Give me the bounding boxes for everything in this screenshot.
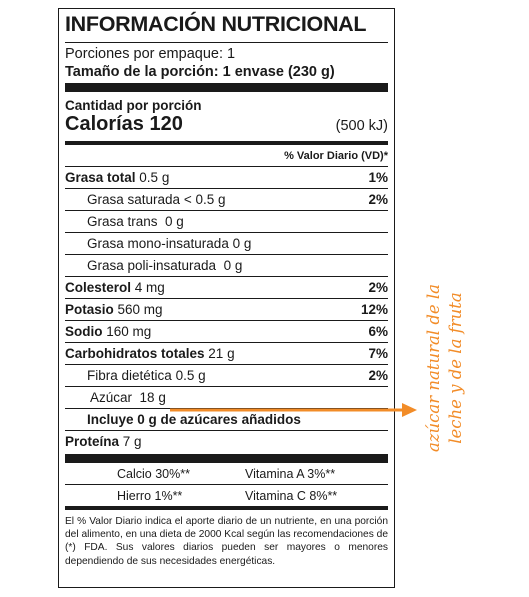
vitamin-right: Vitamina A 3%** <box>245 466 336 481</box>
nutrient-name: Grasa saturada <box>87 192 181 207</box>
sugar-annotation <box>410 268 480 468</box>
nutrient-amount: 18 g <box>139 390 166 405</box>
nutrient-row-fiber <box>65 364 388 386</box>
label-title: INFORMACIÓN NUTRICIONAL <box>65 12 367 36</box>
annotation-line: leche y de la fruta <box>446 292 465 444</box>
nutrition-label <box>58 8 395 588</box>
nutrient-amount: 560 mg <box>117 302 163 317</box>
nutrient-name: Grasa trans <box>87 214 158 229</box>
nutrient-amount: 21 g <box>208 346 235 361</box>
vitamin-row <box>65 463 388 484</box>
nutrient-amount: 0 g <box>232 236 252 251</box>
nutrient-amount: < 0.5 g <box>183 192 226 207</box>
nutrient-name: Azúcar <box>90 390 133 405</box>
calories-label: Calorías 120 <box>65 113 183 135</box>
annotation-line: azúcar natural de la <box>424 283 443 453</box>
calories-row <box>65 113 388 141</box>
divider-thick <box>65 454 388 463</box>
nutrient-dv: 7% <box>368 346 388 361</box>
nutrient-dv: 6% <box>368 324 388 339</box>
nutrient-row-sodium <box>65 320 388 342</box>
nutrient-name: Fibra dietética <box>87 368 172 383</box>
nutrient-name: Grasa mono-insaturada <box>87 236 229 251</box>
nutrient-row-total-fat <box>65 166 388 188</box>
nutrient-row-total-carbs <box>65 342 388 364</box>
nutrient-name: Potasio <box>65 302 114 317</box>
vitamin-right: Vitamina C 8%** <box>245 488 338 503</box>
annotation-text <box>423 284 467 452</box>
nutrient-name: Grasa total <box>65 170 136 185</box>
nutrient-name: Grasa poli-insaturada <box>87 258 217 273</box>
nutrient-name: Incluye 0 g de azúcares añadidos <box>87 412 301 427</box>
nutrient-row-poly-fat <box>65 254 388 276</box>
vitamin-left: Calcio 30%** <box>117 466 190 481</box>
arrow-icon <box>170 401 420 419</box>
nutrient-row-trans-fat <box>65 210 388 232</box>
nutrient-row-cholesterol <box>65 276 388 298</box>
servings-per-container: Porciones por empaque: 1 <box>65 46 236 62</box>
nutrient-dv: 2% <box>368 280 388 295</box>
nutrient-dv: 2% <box>368 192 388 207</box>
dv-header-text: % Valor Diario (VD)* <box>284 149 388 162</box>
calories-kj: (500 kJ) <box>335 118 388 134</box>
divider-thick <box>65 83 388 92</box>
vitamin-row <box>65 484 388 506</box>
nutrient-amount: 0.5 g <box>175 368 206 383</box>
footnote: El % Valor Diario indica el aporte diario de un nutriente, en una porción del alimento, en una dieta de 2000 Kcal según las recomendaciones de (*) FDA. Sus valores diarios pueden ser mayores o menores dependiendo de sus necesidades energéticas. <box>65 516 388 567</box>
nutrient-dv: 1% <box>368 170 388 185</box>
nutrient-row-saturated-fat <box>65 188 388 210</box>
nutrient-row-potassium <box>65 298 388 320</box>
nutrient-name: Sodio <box>65 324 103 339</box>
serving-size: Tamaño de la porción: 1 envase (230 g) <box>65 64 335 80</box>
dv-header <box>65 145 388 166</box>
nutrient-amount: 0 g <box>223 258 243 273</box>
nutrient-name: Carbohidratos totales <box>65 346 205 361</box>
nutrient-name: Colesterol <box>65 280 132 295</box>
nutrient-row-protein <box>65 430 388 452</box>
nutrient-name: Proteína <box>65 434 120 449</box>
vitamin-left: Hierro 1%** <box>117 488 183 503</box>
nutrient-amount: 0.5 g <box>139 170 170 185</box>
nutrient-dv: 2% <box>368 368 388 383</box>
nutrient-amount: 4 mg <box>134 280 165 295</box>
amount-per-serving: Cantidad por porción <box>65 98 202 113</box>
nutrient-row-mono-fat <box>65 232 388 254</box>
nutrient-amount: 160 mg <box>106 324 152 339</box>
nutrient-dv: 12% <box>360 302 388 317</box>
nutrient-amount: 0 g <box>165 214 184 229</box>
nutrient-amount: 7 g <box>122 434 142 449</box>
